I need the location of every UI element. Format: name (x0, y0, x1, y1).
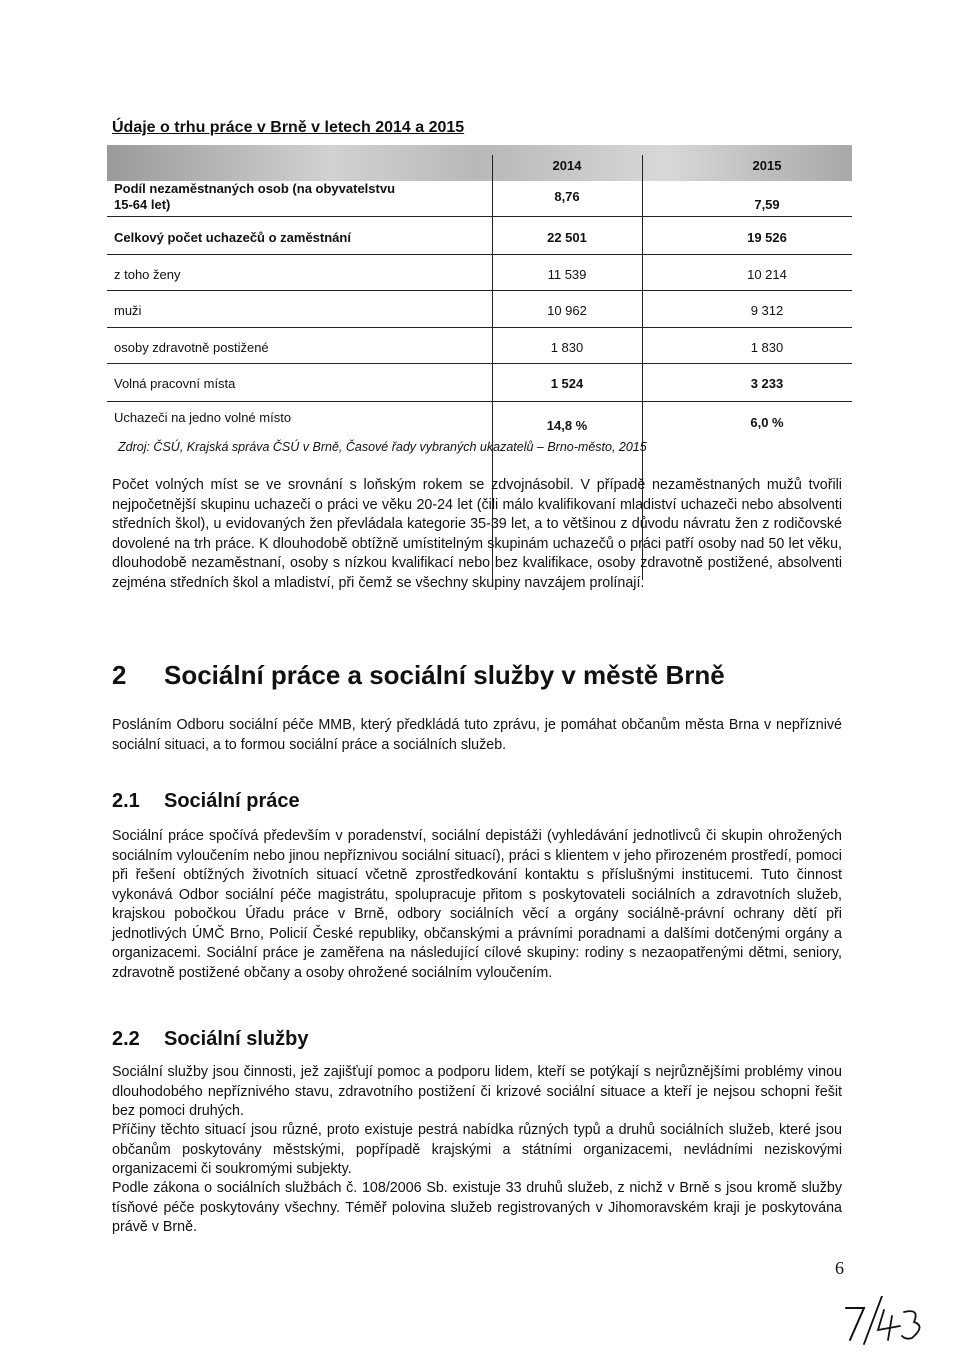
table-source: Zdroj: ČSÚ, Krajská správa ČSÚ v Brně, Časové řady vybraných ukazatelů – Brno-město, 2015 (118, 440, 647, 454)
value-2014: 10 962 (547, 303, 587, 318)
value-2015: 3 233 (750, 376, 784, 391)
row-label: Podíl nezaměstnaných osob (na obyvatelstvu 15-64 let) (114, 181, 396, 212)
value-2015: 1 830 (750, 340, 784, 355)
table-row (107, 181, 852, 217)
header-year-2015: 2015 (752, 158, 782, 173)
value-2014: 22 501 (547, 230, 587, 245)
section-number: 2 (112, 660, 127, 690)
table-row (107, 291, 852, 328)
section-2-2-paragraph-3: Podle zákona o sociálních službách č. 108/2006 Sb. existuje 33 druhů služeb, z nichž v Brně s jsou kromě služby tísňové péče poskytovány všechny. Téměř polovina služeb registrovaných v Jihomoravském kraji je poskytována právě v Brně. (112, 1180, 842, 1235)
value-2015: 10 214 (747, 267, 787, 282)
value-2015: 7,59 (754, 197, 780, 212)
table-row (107, 255, 852, 291)
handwritten-page-mark (842, 1296, 932, 1346)
value-2014: 14,8 % (546, 418, 588, 433)
value-2014: 8,76 (554, 189, 580, 204)
section-2-2-paragraph-1: Sociální služby jsou činnosti, jež zajišťují pomoc a podporu lidem, kteří se potýkají s nejrůznějšími problémy vinou dlouhodobého nepříznivého stavu, zdravotního postižení či krizové sociální situace a kteří je nejsou schopni řešit bez pomoci druhých. (112, 1064, 842, 1119)
value-2015: 6,0 % (750, 415, 784, 430)
table-header (107, 145, 852, 181)
section-2-2-heading (112, 1028, 308, 1051)
row-label: z toho ženy (114, 267, 181, 282)
section-title: Sociální služby (164, 1028, 309, 1050)
table-row (107, 328, 852, 364)
table-row (107, 402, 852, 437)
table-row (107, 217, 852, 255)
row-label: muži (114, 303, 142, 318)
row-label: Uchazeči na jedno volné místo (114, 410, 292, 425)
section-title: Sociální práce a sociální služby v městě Brně (164, 660, 725, 690)
value-2014: 1 830 (550, 340, 584, 355)
section-2-2-paragraph-2: Příčiny těchto situací jsou různé, proto existuje pestrá nabídka různých typů a druhů sociálních služeb, které jsou občanům poskytovány městskými, popřípadě krajskými a státními organizacemi, nevládními neziskovými organizacemi či soukromými subjekty. (112, 1122, 842, 1177)
section-2-1-text: Sociální práce spočívá především v poradenství, sociální depistáži (vyhledávání jednotlivců či skupin ohrožených sociálním vyloučením nebo jinou nepříznivou sociální situací), práci s klientem v jeho přirozeném prostředí, pomoci při řešení obtížných životních situací včetně zprostředkování kontaktu s příslušnými institucemi. Tuto činnost vykonává Odbor sociální péče magistrátu, spolupracuje přitom s poskytovateli sociálních a zdravotních služeb, krajskou pobočkou Úřadu práce v Brně, odbory sociálních věcí a orgány sociálně-právní ochrany dětí při jednotlivých ÚMČ Brno, Policií České republiky, občanskými a právními poradnami a dalšími dotčenými orgány a organizacemi. Sociální práce je zaměřena na následující cílové skupiny: rodiny s nezaopatřenými dětmi, seniory, zdravotně postižené občany a osoby ohrožené sociálním vyloučením. (112, 828, 842, 981)
page-number: 6 (835, 1258, 844, 1278)
section-2-intro: Posláním Odboru sociální péče MMB, který předkládá tuto zprávu, je pomáhat občanům města Brna v nepříznivé sociální situaci, a to formou sociální práce a sociálních služeb. (112, 717, 842, 753)
section-number: 2.2 (112, 1028, 140, 1050)
header-year-2014: 2014 (552, 158, 582, 173)
section-2-heading (112, 660, 725, 691)
value-2015: 9 312 (750, 303, 784, 318)
row-label: Celkový počet uchazečů o zaměstnání (114, 230, 351, 245)
value-2014: 1 524 (550, 376, 584, 391)
value-2014: 11 539 (547, 267, 587, 282)
section-title: Sociální práce (164, 790, 300, 812)
table-row (107, 364, 852, 402)
value-2015: 19 526 (747, 230, 787, 245)
section-number: 2.1 (112, 790, 140, 812)
section-2-1-heading (112, 790, 300, 813)
table-title: Údaje o trhu práce v Brně v letech 2014 a 2015 (112, 119, 465, 136)
labour-market-paragraph: Počet volných míst se ve srovnání s loňským rokem se zdvojnásobil. V případě nezaměstnaných mužů tvořili nejpočetnější skupinu uchazeči o práci ve věku 20-24 let (čili málo kvalifikovaní mladiství uchazeči nebo absolventi středních škol), u evidovaných žen převládala kategorie 35-39 let, a to většinou z důvodu návratu žen z rodičovské dovolené na trh práce. K dlouhodobě obtížně umístitelným skupinám uchazečů o práci patří osoby nad 50 let věku, dlouhodobě nezaměstnaní, osoby s nízkou kvalifikací nebo bez kvalifikace, osoby zdravotně postižené, absolventi zejména středních škol a mladiství, při čemž se všechny skupiny navzájem prolínají. (112, 477, 842, 591)
row-label: osoby zdravotně postižené (114, 340, 269, 355)
row-label: Volná pracovní místa (114, 376, 236, 391)
